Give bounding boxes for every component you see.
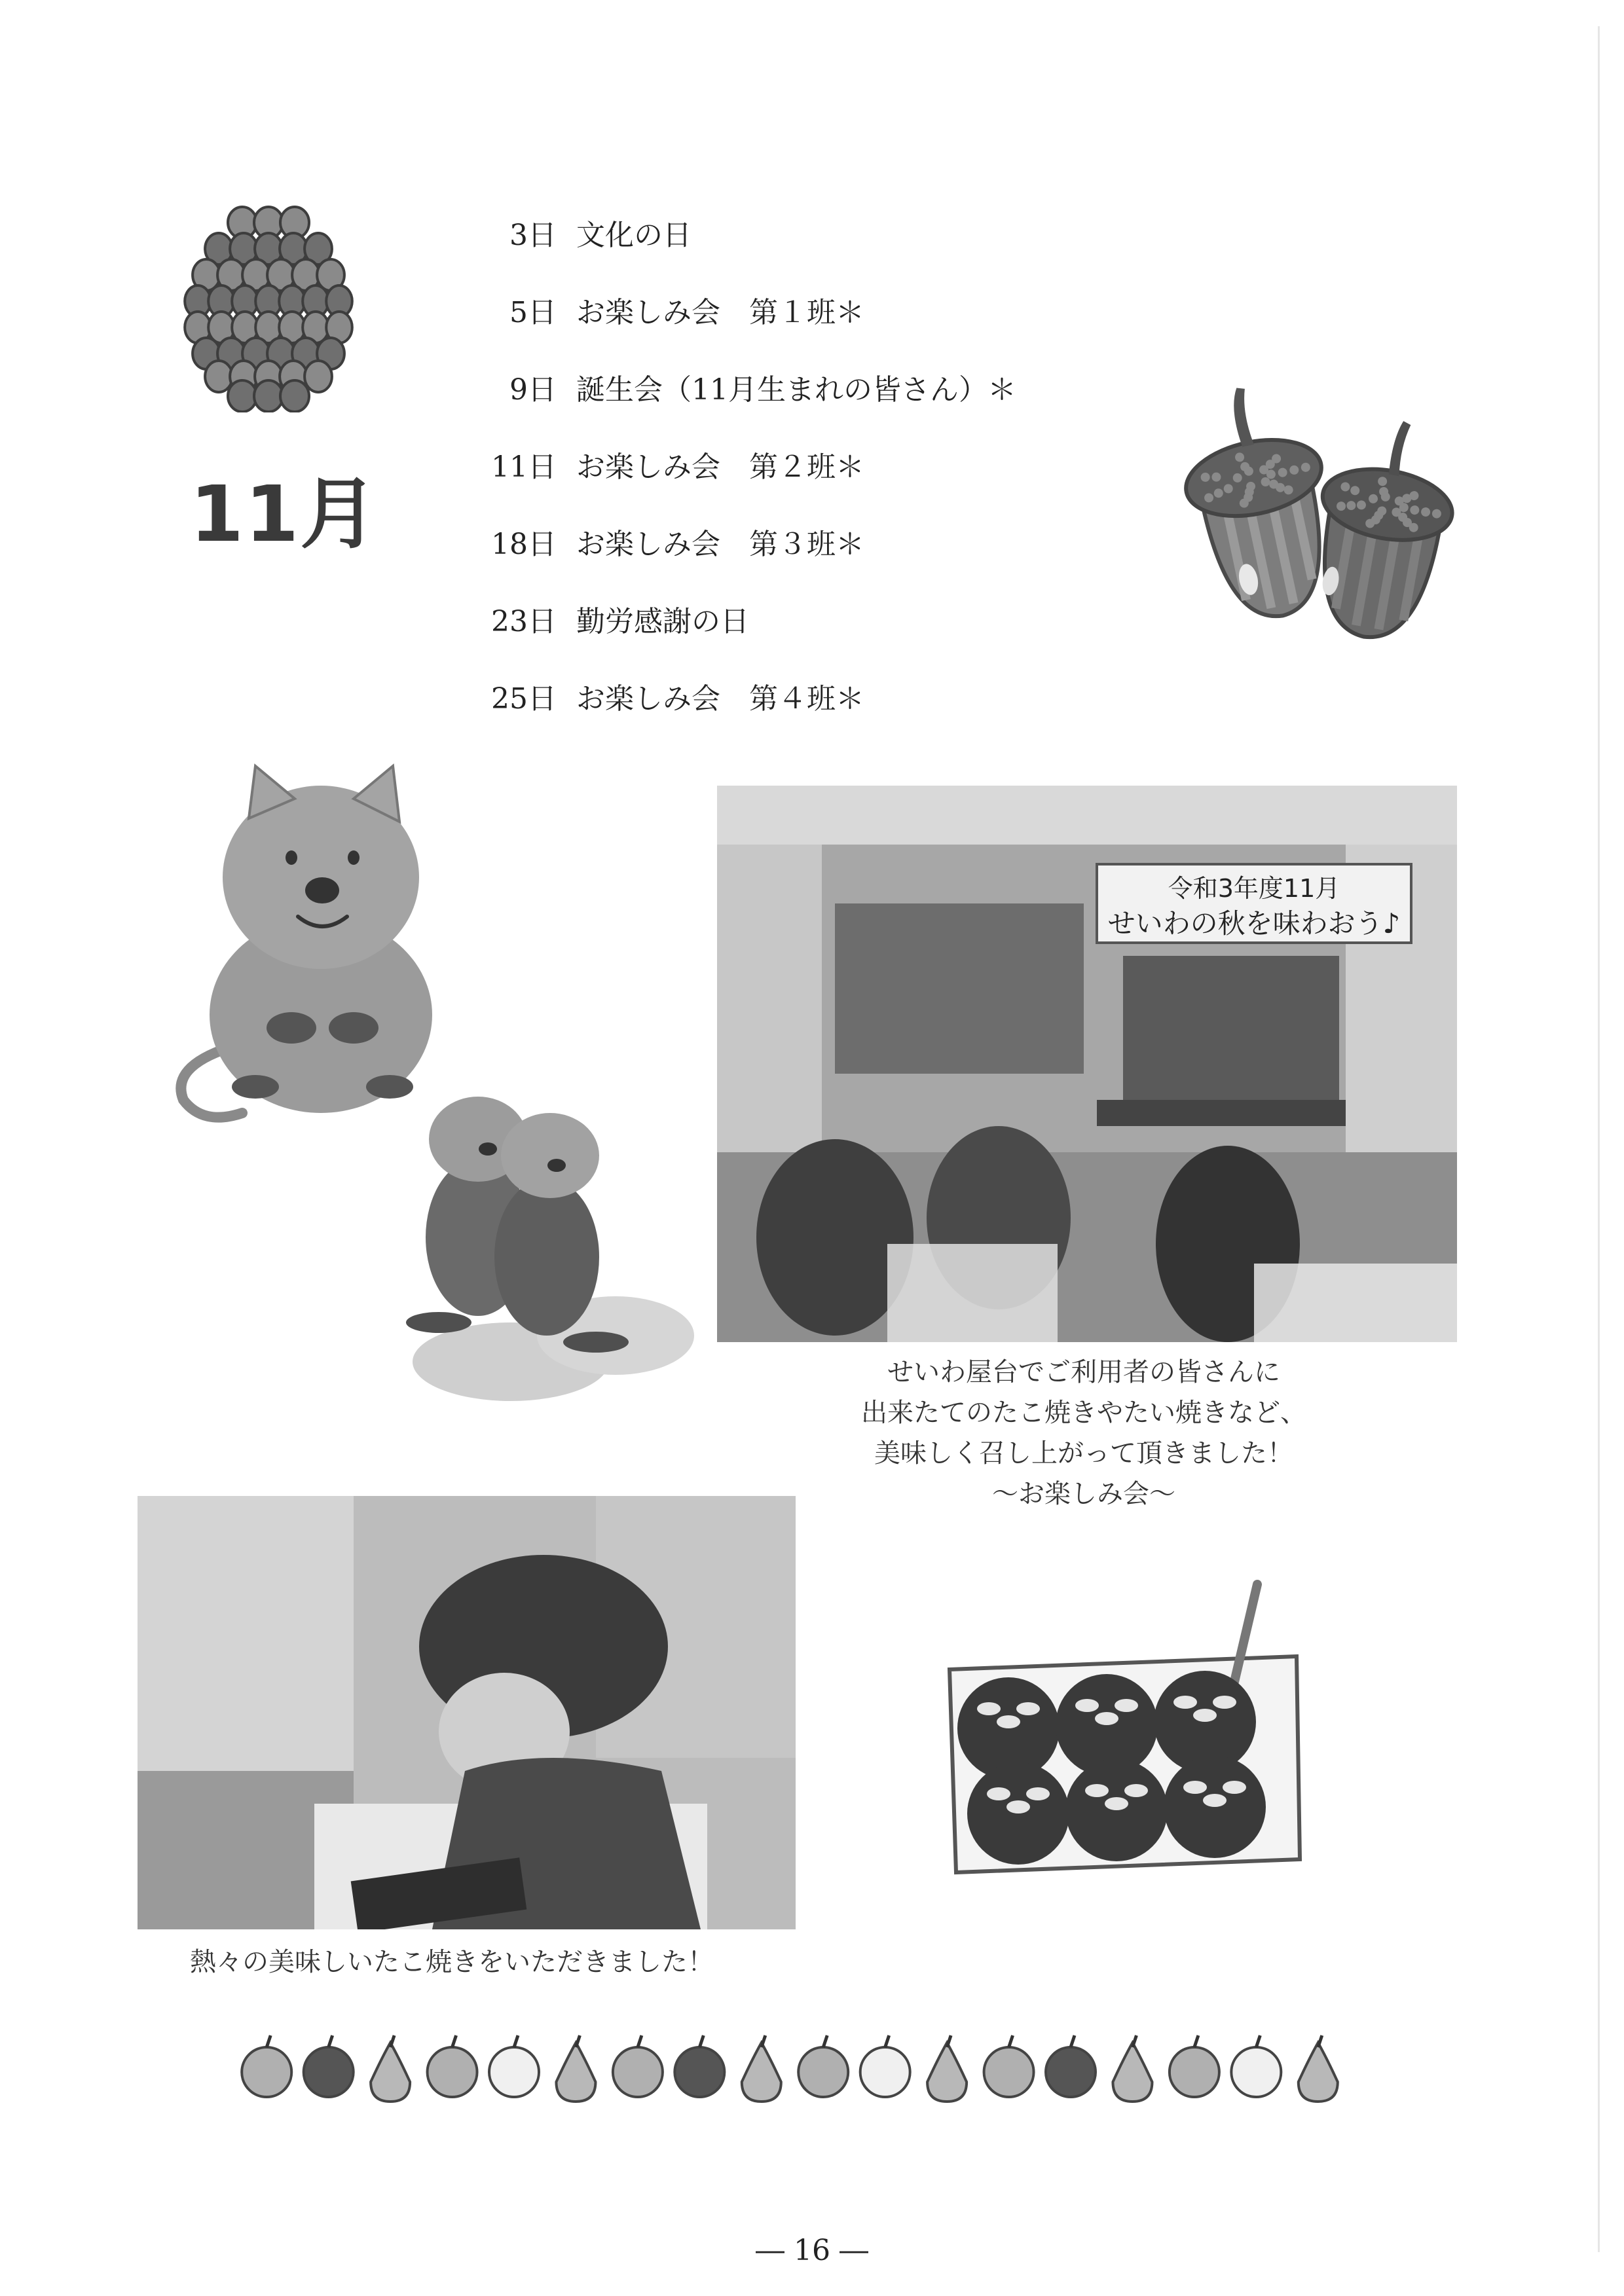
pinecone-scale [304, 361, 332, 392]
festival-photo-caption [769, 1352, 1398, 1514]
mayo-drizzle [1213, 1696, 1236, 1709]
schedule-day: 25日 [491, 682, 557, 716]
fruit-border [236, 2030, 1349, 2108]
apple-cut-icon [489, 2035, 539, 2097]
schedule-event: お楽しみ会 第４班＊ [576, 682, 864, 716]
schedule-day: 11日 [491, 450, 557, 484]
mayo-drizzle [1105, 1797, 1128, 1810]
pinecone-scale [254, 380, 283, 412]
acorns-illustration [1159, 373, 1473, 648]
mayo-drizzle [1124, 1784, 1148, 1797]
caption-line-1: せいわ屋台でご利用者の皆さんに [887, 1357, 1280, 1387]
apple-icon [1170, 2035, 1219, 2097]
mayo-drizzle [1075, 1699, 1099, 1712]
pear-icon [371, 2035, 410, 2102]
pinecone-scale [205, 361, 232, 392]
mayo-drizzle [1026, 1787, 1050, 1800]
apple-icon [242, 2035, 291, 2097]
pinecone-scale [280, 380, 309, 412]
apple-cut-icon [1231, 2035, 1281, 2097]
schedule-event: お楽しみ会 第３班＊ [576, 528, 864, 561]
caption-line-3: 美味しく召し上がって頂きました！ [874, 1438, 1293, 1468]
pear-icon [556, 2035, 595, 2102]
schedule-day: 18日 [491, 528, 557, 561]
quokka-illustration [157, 759, 471, 1126]
mayo-drizzle [977, 1702, 1001, 1715]
takoyaki-illustration [943, 1571, 1310, 1886]
mayo-drizzle [997, 1715, 1020, 1728]
schedule-day: 23日 [491, 605, 557, 638]
festival-stall-photo [717, 786, 1457, 1342]
fruit-row-svg [236, 2030, 1349, 2108]
mayo-drizzle [1095, 1712, 1118, 1725]
schedule-event: お楽しみ会 第２班＊ [576, 450, 864, 484]
apple-dark-icon [304, 2035, 354, 2097]
mayo-drizzle [1085, 1784, 1109, 1797]
mayo-drizzle [987, 1787, 1010, 1800]
banner-line2: せいわの秋を味わおう♪ [1107, 907, 1401, 939]
pinecone-illustration [170, 203, 367, 412]
takoyaki-photo-caption: 熱々の美味しいたこ焼きをいただきました！ [190, 1947, 714, 1977]
schedule-day: 5日 [509, 296, 557, 329]
caption-line-4: 〜お楽しみ会〜 [992, 1479, 1175, 1509]
mayo-drizzle [1115, 1699, 1138, 1712]
mayo-drizzle [1203, 1794, 1227, 1807]
banner-line1: 令和3年度11月 [1168, 874, 1340, 903]
pinecone-scale [228, 380, 257, 412]
month-title: 11月 [190, 469, 379, 559]
mayo-drizzle [1006, 1800, 1030, 1813]
page-number: ― 16 ― [756, 2234, 868, 2267]
schedule-day: 3日 [509, 219, 557, 252]
apple-dark-icon [674, 2035, 724, 2097]
mayo-drizzle [1173, 1696, 1197, 1709]
apple-cut-icon [860, 2035, 910, 2097]
pear-icon [1113, 2035, 1152, 2102]
schedule-event: お楽しみ会 第１班＊ [576, 296, 864, 329]
mayo-drizzle [1223, 1781, 1246, 1794]
schedule-day: 9日 [509, 373, 557, 407]
apple-icon [798, 2035, 848, 2097]
apple-icon [984, 2035, 1034, 2097]
schedule-event: 誕生会（11月生まれの皆さん）＊ [576, 373, 1016, 407]
mayo-drizzle [1183, 1781, 1207, 1794]
scan-edge-line [1598, 26, 1600, 2252]
mayo-drizzle [1193, 1709, 1217, 1722]
pear-icon [927, 2035, 967, 2102]
eating-takoyaki-photo [138, 1496, 796, 1929]
caption-line-2: 出来たてのたこ焼きやたい焼きなど、 [861, 1398, 1306, 1428]
schedule-event: 文化の日 [576, 219, 692, 252]
apple-dark-icon [1046, 2035, 1096, 2097]
pear-icon [742, 2035, 781, 2102]
apple-icon [428, 2035, 477, 2097]
pear-icon [1299, 2035, 1338, 2102]
schedule-event: 勤労感謝の日 [576, 605, 749, 638]
apple-icon [613, 2035, 663, 2097]
mayo-drizzle [1016, 1702, 1040, 1715]
sea-otters-illustration [399, 1087, 707, 1408]
